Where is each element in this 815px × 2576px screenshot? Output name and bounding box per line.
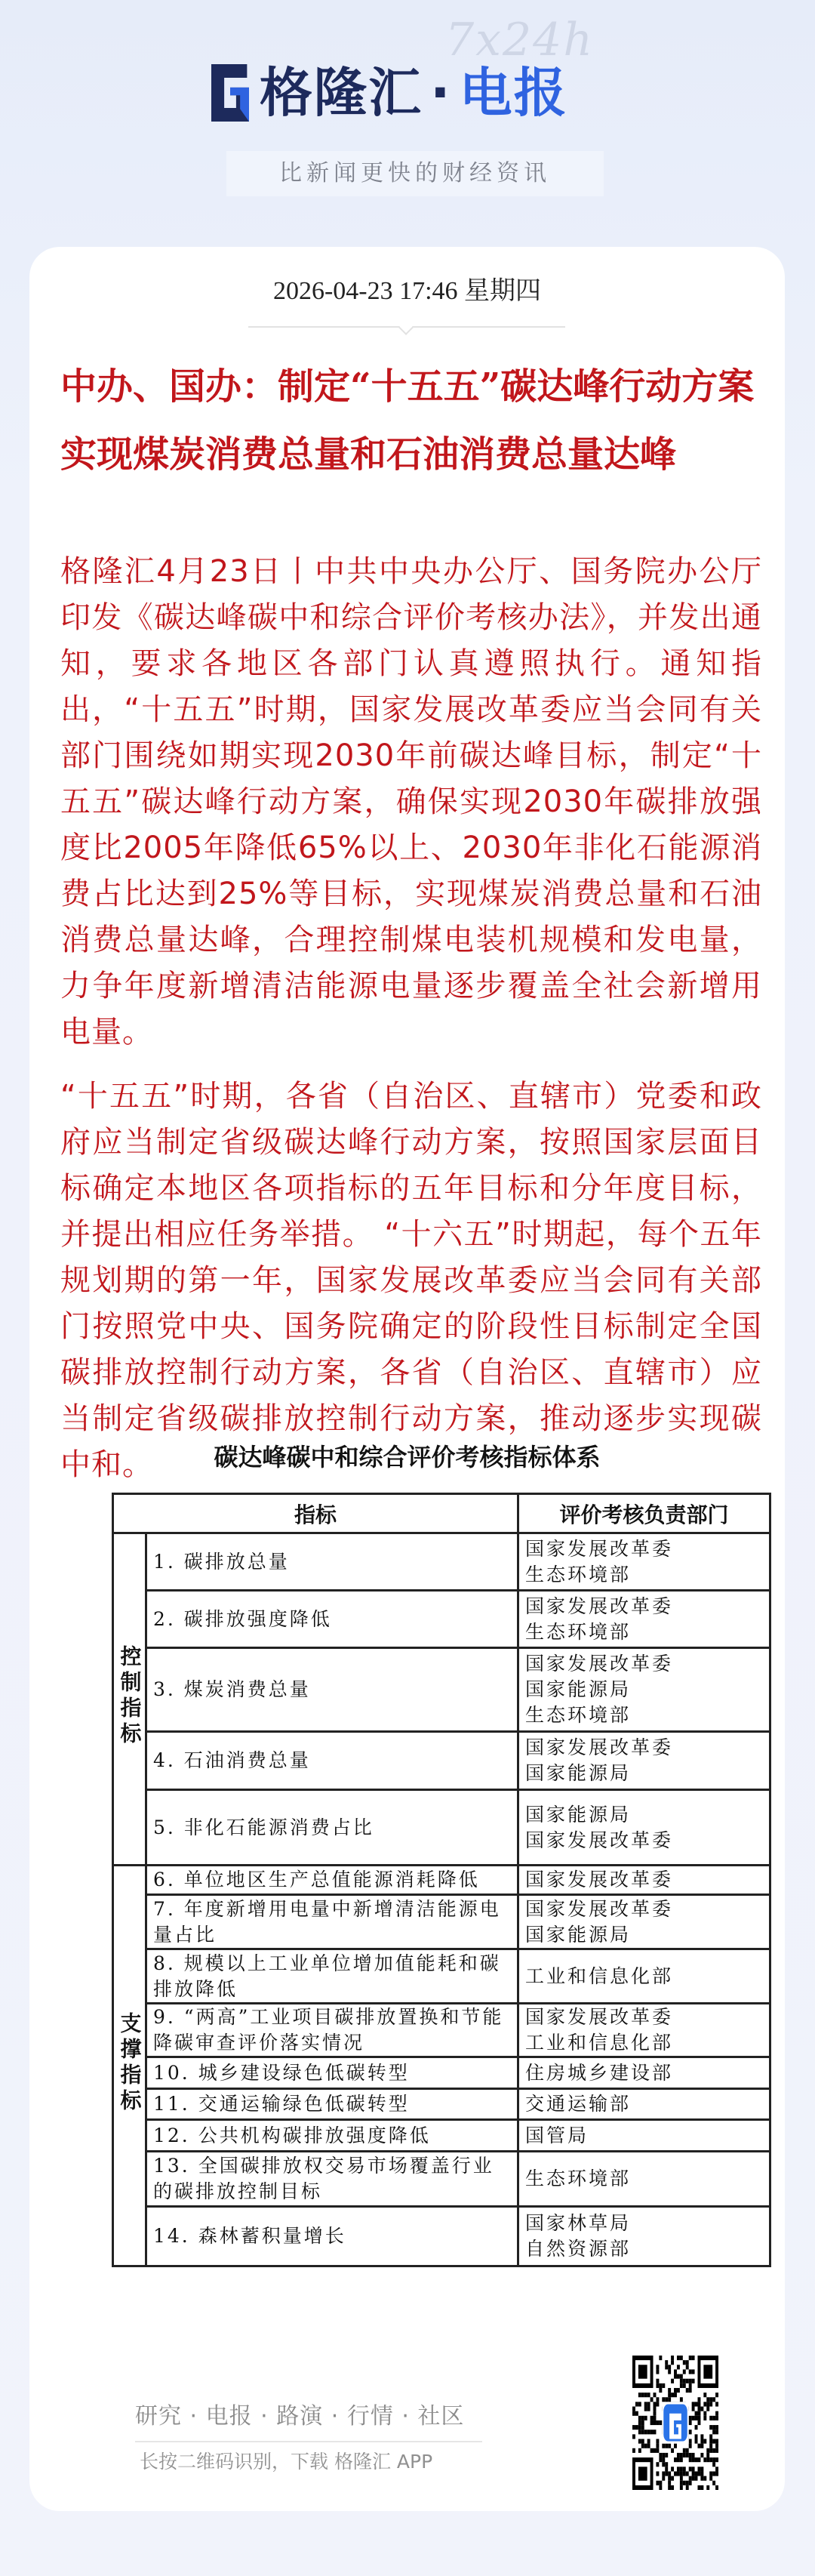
department-cell: [518, 1949, 770, 2004]
footer-divider: [135, 2441, 482, 2442]
department-name: 国家能源局: [525, 1678, 632, 1700]
tagline: 比新闻更快的财经资讯: [226, 151, 604, 196]
table-title: 碳达峰碳中和综合评价考核指标体系: [214, 1443, 601, 1471]
department-cell: [518, 2152, 770, 2207]
group-cell: [113, 1533, 146, 1866]
indicator-cell: 8. 规模以上工业单位增加值能耗和碳排放降低: [146, 1949, 518, 2004]
header-department: 评价考核负责部门: [518, 1494, 770, 1533]
group-cell: [113, 1866, 146, 2266]
indicator-cell: 5. 非化石能源消费占比: [146, 1790, 518, 1866]
department-name: 国家发展改革委: [525, 2006, 674, 2028]
indicator-cell: 13. 全国碳排放权交易市场覆盖行业的碳排放控制目标: [146, 2152, 518, 2207]
department-cell: [518, 2089, 770, 2120]
table-row: [113, 2152, 770, 2207]
department-name: 国家发展改革委: [525, 1869, 674, 1890]
table-header-row: [113, 1494, 770, 1533]
indicator-cell: 4. 石油消费总量: [146, 1732, 518, 1790]
department-name: 交通运输部: [525, 2093, 632, 2115]
indicator-cell: 10. 城乡建设绿色低碳转型: [146, 2057, 518, 2089]
brand-title: [260, 62, 568, 124]
department-name: 国家发展改革委: [525, 1595, 674, 1617]
table-row: [113, 2207, 770, 2266]
article-paragraph: “十五五”时期，各省（自治区、直辖市）党委和政府应当制定省级碳达峰行动方案，按照国家层面目标确定本地区各项指标的五年目标和分年度目标，并提出相应任务举措。 “十六五”时期起，每个五年规划期的第一年，国家发展改革委应当会同有关部门按照党中央、国务院确定的阶段性目标制定全国碳排放控制行动方案，各省（自治区、直辖市）应当制定省级碳排放控制行动方案，推动逐步实现碳中和。: [60, 1079, 762, 1482]
department-name: 生态环境部: [525, 1704, 632, 1726]
table-row: [113, 2089, 770, 2120]
department-name: 国家发展改革委: [525, 1736, 674, 1758]
department-cell: [518, 1648, 770, 1732]
group-label: 支撑指标: [117, 2011, 143, 2115]
department-name: 国家发展改革委: [525, 1537, 674, 1560]
department-cell: [518, 1732, 770, 1790]
table-row: [113, 1591, 770, 1648]
table-row: [113, 1648, 770, 1732]
brand-name: 格隆汇: [260, 62, 423, 124]
department-cell: [518, 2207, 770, 2266]
table-row: [113, 1866, 770, 1895]
department-name: 生态环境部: [525, 1563, 632, 1585]
indicator-cell: 1. 碳排放总量: [146, 1533, 518, 1591]
indicator-cell: 12. 公共机构碳排放强度降低: [146, 2120, 518, 2152]
department-cell: [518, 1895, 770, 1949]
department-name: 国家发展改革委: [525, 1829, 674, 1851]
group-label: 控制指标: [117, 1645, 143, 1748]
divider-notch: [398, 320, 414, 335]
indicator-cell: 11. 交通运输绿色低碳转型: [146, 2089, 518, 2120]
department-name: 国管局: [525, 2124, 589, 2146]
indicator-cell: 3. 煤炭消费总量: [146, 1648, 518, 1732]
department-name: 国家能源局: [525, 1923, 632, 1946]
department-name: 生态环境部: [525, 2168, 632, 2189]
news-card: [29, 247, 785, 2511]
department-name: 工业和信息化部: [525, 1964, 674, 1987]
brand-product: 电报: [459, 62, 568, 124]
table-row: [113, 1790, 770, 1866]
watermark-7x24h: 7x24h: [445, 14, 595, 66]
footer-download-hint: 长按二维码识别，下载 格隆汇 APP: [140, 2451, 433, 2473]
gelonghui-logo-icon: [211, 64, 249, 122]
table-body: [113, 1533, 770, 2266]
department-name: 国家能源局: [525, 1803, 632, 1826]
table-row: [113, 1533, 770, 1591]
indicator-table: [112, 1493, 771, 2267]
table-row: [113, 2057, 770, 2089]
header-indicator: 指标: [113, 1494, 518, 1533]
department-cell: [518, 1790, 770, 1866]
department-cell: [518, 1591, 770, 1648]
department-name: 国家发展改革委: [525, 1653, 674, 1675]
table-row: [113, 2120, 770, 2152]
department-name: 国家能源局: [525, 1762, 632, 1784]
indicator-cell: 2. 碳排放强度降低: [146, 1591, 518, 1648]
department-name: 自然资源部: [525, 2238, 632, 2260]
table-row: [113, 1895, 770, 1949]
brand-logo: [211, 63, 568, 123]
article-paragraph: 格隆汇4月23日丨中共中央办公厅、国务院办公厅印发《碳达峰碳中和综合评价考核办法》，并发出通知，要求各地区各部门认真遵照执行。通知指出，“十五五”时期，国家发展改革委应当会同有关部门围绕如期实现2030年前碳达峰目标，制定“十五五”碳达峰行动方案，确保实现2030年碳排放强度比2005年降低65%以上、2030年非化石能源消费占比达到25%等目标，实现煤炭消费总量和石油消费总量达峰，合理控制煤电装机规模和发电量，力争年度新增清洁能源电量逐步覆盖全社会新增用电量。: [60, 554, 762, 1049]
indicator-cell: 9. “两高”工业项目碳排放置换和节能降碳审查评价落实情况: [146, 2004, 518, 2057]
department-name: 国家林草局: [525, 2212, 632, 2234]
table-row: [113, 1732, 770, 1790]
department-name: 住房城乡建设部: [525, 2061, 674, 2084]
department-cell: [518, 2120, 770, 2152]
department-cell: [518, 2057, 770, 2089]
table-row: [113, 2004, 770, 2057]
table-row: [113, 1949, 770, 2004]
footer-links: 研究 · 电报 · 路演 · 行情 · 社区: [135, 2403, 465, 2430]
qr-code-icon[interactable]: [632, 2356, 718, 2490]
department-name: 国家发展改革委: [525, 1897, 674, 1920]
department-name: 生态环境部: [525, 1620, 632, 1643]
department-name: 工业和信息化部: [525, 2032, 674, 2054]
indicator-cell: 6. 单位地区生产总值能源消耗降低: [146, 1866, 518, 1895]
department-cell: [518, 2004, 770, 2057]
indicator-cell: 7. 年度新增用电量中新增清洁能源电量占比: [146, 1895, 518, 1949]
department-cell: [518, 1533, 770, 1591]
brand-separator: ·: [430, 62, 452, 124]
publish-datetime: 2026-04-23 17:46 星期四: [272, 277, 542, 305]
indicator-cell: 14. 森林蓄积量增长: [146, 2207, 518, 2266]
department-cell: [518, 1866, 770, 1895]
article-title: 中办、国办：制定“十五五”碳达峰行动方案 实现煤炭消费总量和石油消费总量达峰: [60, 365, 755, 476]
